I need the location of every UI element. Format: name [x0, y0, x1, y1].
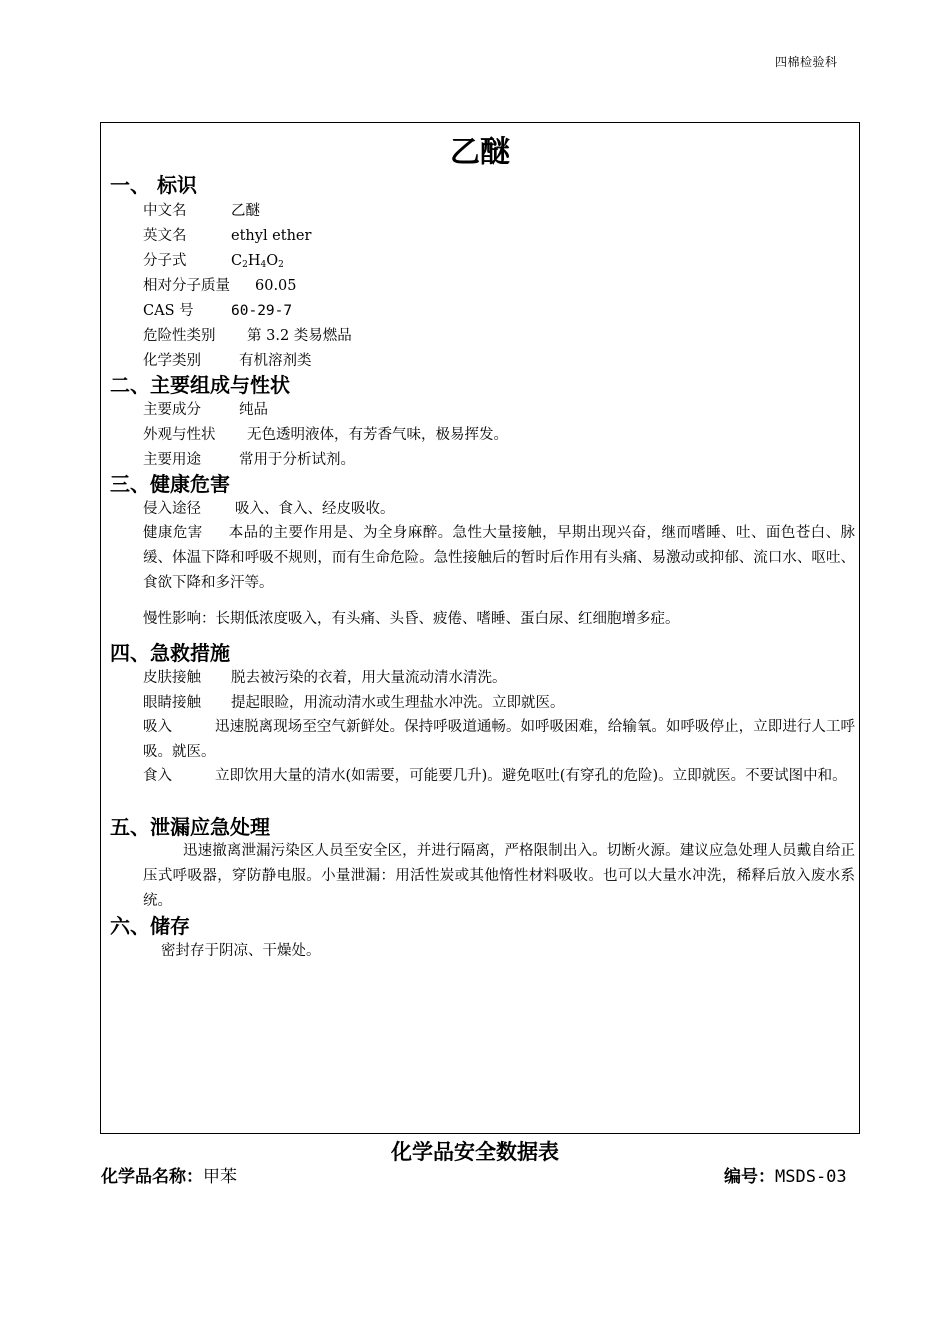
- field-exposure-route: [143, 499, 855, 519]
- section-3-heading: 三、健康危害: [110, 472, 230, 496]
- field-value: 常用于分析试剂。: [239, 452, 355, 468]
- field-label: 相对分子质量: [143, 278, 230, 294]
- field-main-use: [143, 450, 855, 470]
- chronic-effects: 慢性影响：长期低浓度吸入，有头痛、头昏、疲倦、嗜睡、蛋白尿、红细胞增多症。: [143, 611, 680, 627]
- field-cas: [143, 301, 855, 321]
- field-label: 食入: [143, 768, 172, 784]
- field-value: 提起眼睑，用流动清水或生理盐水冲洗。立即就医。: [231, 695, 565, 711]
- field-value: 纯品: [239, 402, 268, 418]
- field-eye-contact: [143, 693, 855, 713]
- field-value: 脱去被污染的衣着，用大量流动清水清洗。: [231, 670, 507, 686]
- field-en-name: [143, 226, 855, 246]
- inhalation-paragraph: [143, 715, 855, 765]
- field-value: 立即饮用大量的清水(如需要，可能要几升)。避免呕吐(有穿孔的危险)。立即就医。不要试图中和。: [215, 768, 847, 784]
- field-value: 60.05: [255, 278, 297, 294]
- field-value: 吸入、食入、经皮吸收。: [235, 501, 395, 517]
- field-value: ethyl ether: [231, 228, 312, 244]
- header-department: 四棉检验科: [775, 55, 838, 69]
- health-hazard-paragraph: [143, 521, 855, 596]
- field-label: 英文名: [143, 228, 187, 244]
- field-label: 中文名: [143, 203, 187, 219]
- footer-chemical-name: [101, 1162, 237, 1187]
- field-value: 迅速脱离现场至空气新鲜处。保持呼吸道通畅。如呼吸困难，给输氧。如呼吸停止，立即进行人工呼吸。就医。: [143, 719, 855, 760]
- field-formula: [143, 251, 855, 275]
- section-6-heading: 六、储存: [110, 914, 190, 938]
- field-hazard-class: [143, 326, 855, 346]
- field-label: 眼睛接触: [143, 695, 201, 711]
- footer-title: 化学品安全数据表: [391, 1140, 559, 1164]
- footer-name-label: 化学品名称：: [101, 1167, 203, 1187]
- field-label: CAS 号: [143, 303, 194, 319]
- field-value: 60-29-7: [231, 303, 293, 319]
- field-chemical-class: [143, 351, 855, 371]
- formula-value: $C_2H_4O_2$: [231, 253, 284, 270]
- field-label: 主要用途: [143, 452, 201, 468]
- field-label: 化学类别: [143, 353, 201, 369]
- section-1-heading: 一、 标识: [110, 173, 197, 197]
- field-value: 有机溶剂类: [239, 353, 312, 369]
- sheet-title: 乙醚: [450, 135, 510, 170]
- field-label: 危险性类别: [143, 328, 216, 344]
- ingestion-paragraph: [143, 764, 855, 789]
- field-label: 主要成分: [143, 402, 201, 418]
- field-cn-name: [143, 201, 855, 221]
- field-skin-contact: [143, 668, 855, 688]
- field-composition: [143, 400, 855, 420]
- footer-code-label: 编号：: [724, 1167, 775, 1187]
- field-label: 侵入途径: [143, 501, 201, 517]
- section-2-heading: 二、主要组成与性状: [110, 373, 290, 397]
- spill-response-paragraph: 迅速撤离泄漏污染区人员至安全区，并进行隔离，严格限制出入。切断火源。建议应急处理人员戴自给正压式呼吸器，穿防静电服。小量泄漏：用活性炭或其他惰性材料吸收。也可以大量水冲洗，稀释后放入废水系统。: [143, 843, 855, 909]
- section-4-heading: 四、急救措施: [110, 641, 230, 665]
- field-value: 本品的主要作用是、为全身麻醉。急性大量接触，早期出现兴奋，继而嗜睡、吐、面色苍白、脉缓、体温下降和呼吸不规则，而有生命危险。急性接触后的暂时后作用有头痛、易激动或抑郁、流口水、呕吐、食欲下降和多汗等。: [143, 525, 856, 591]
- storage-text: 密封存于阴凉、干燥处。: [161, 943, 321, 959]
- field-label: 外观与性状: [143, 427, 216, 443]
- field-molecular-weight: [143, 276, 855, 296]
- msds-sheet: [100, 122, 860, 1134]
- field-label: 吸入: [143, 719, 172, 735]
- field-value: 乙醚: [231, 203, 260, 219]
- field-appearance: [143, 425, 855, 445]
- field-label: 健康危害: [143, 525, 203, 541]
- footer-code-value: MSDS-03: [775, 1167, 847, 1187]
- footer-document-code: [724, 1162, 847, 1187]
- footer-name-value: 甲苯: [203, 1167, 237, 1187]
- field-value: 无色透明液体，有芳香气味，极易挥发。: [247, 427, 508, 443]
- field-label: 皮肤接触: [143, 670, 201, 686]
- section-5-heading: 五、泄漏应急处理: [110, 815, 270, 839]
- field-value: 第 3.2 类易燃品: [247, 328, 352, 344]
- field-label: 分子式: [143, 253, 187, 269]
